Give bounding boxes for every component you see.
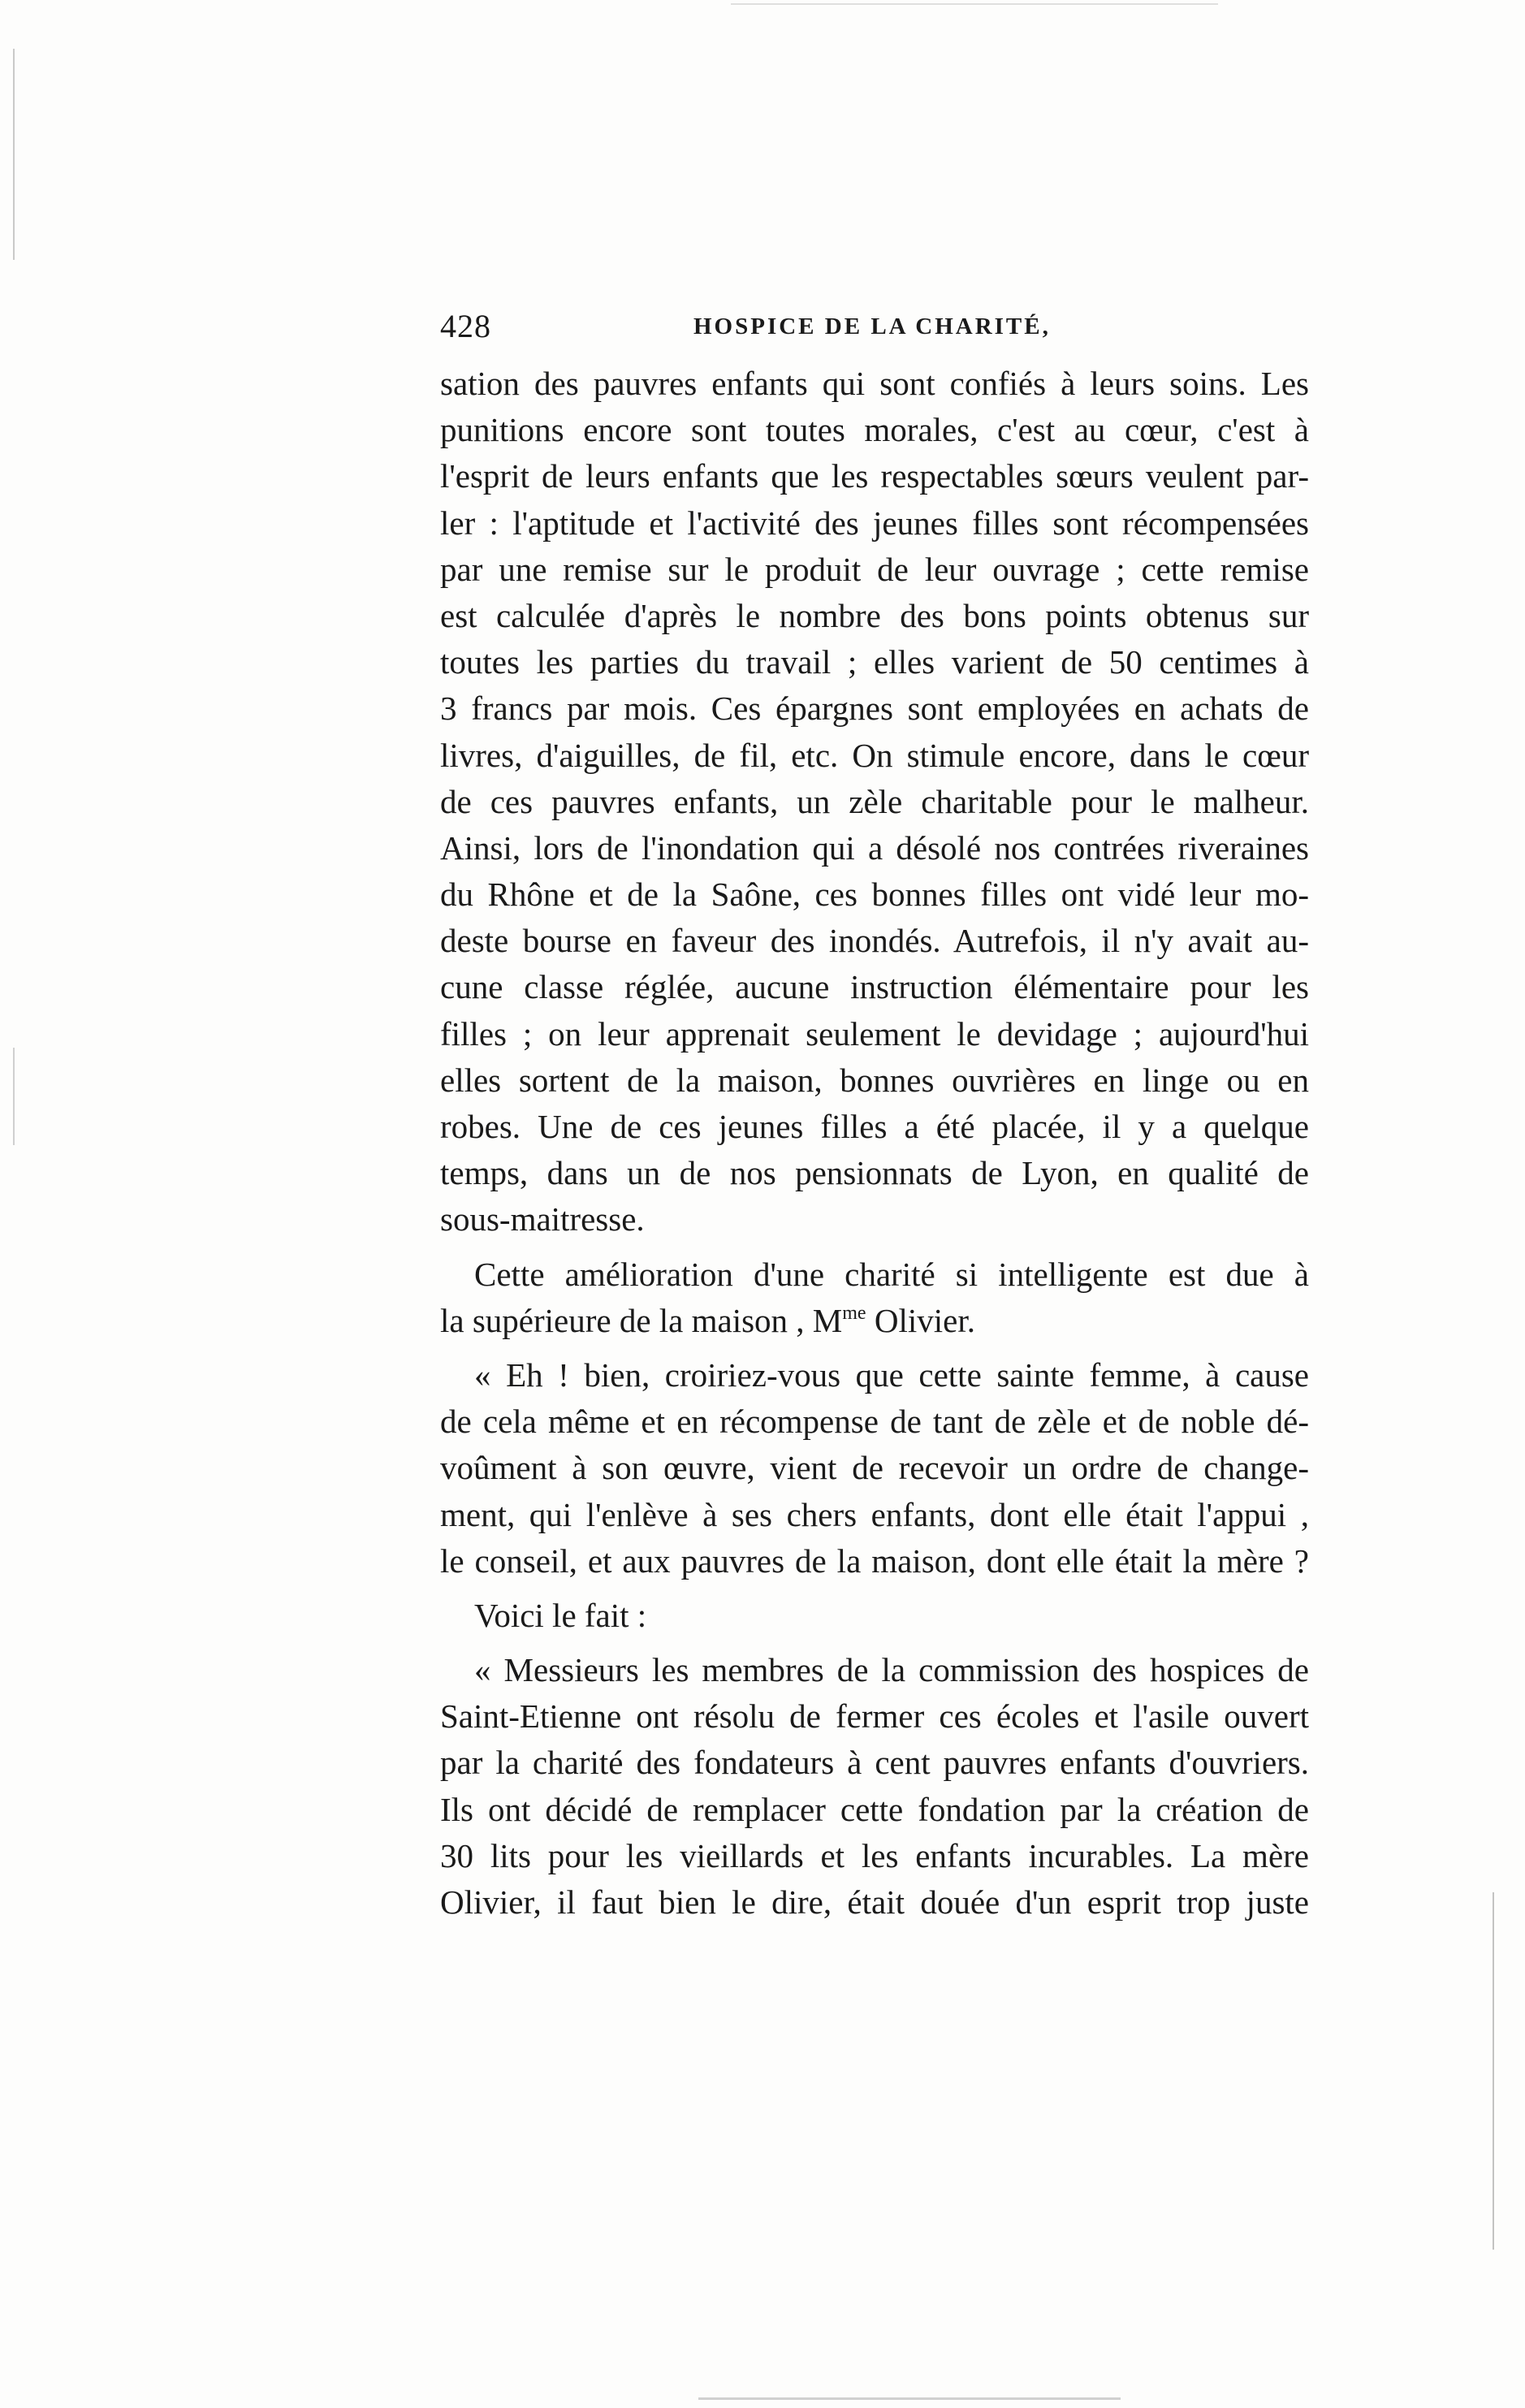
text-line: 30 lits pour les vieillards et les enfants incurables. La mère — [440, 1836, 1309, 1874]
text-line: Olivier, il faut bien le dire, était douée d'un esprit trop juste — [440, 1883, 1309, 1921]
text-fragment: la supérieure de la maison , M — [440, 1301, 843, 1339]
paragraph — [440, 1352, 1309, 1584]
text-line — [440, 1298, 1309, 1344]
text-line: deste bourse en faveur des inondés. Autrefois, il n'y avait au- — [440, 922, 1309, 960]
paragraph — [440, 1593, 1309, 1639]
text-line: l'esprit de leurs enfants que les respectables sœurs veulent par- — [440, 457, 1309, 495]
text-line: toutes les parties du travail ; elles varient de 50 centimes à — [440, 643, 1309, 681]
text-line: punitions encore sont toutes morales, c'est au cœur, c'est à — [440, 411, 1309, 449]
text-line: livres, d'aiguilles, de fil, etc. On stimule encore, dans le cœur — [440, 736, 1309, 774]
text-line: Saint-Etienne ont résolu de fermer ces écoles et l'asile ouvert — [440, 1697, 1309, 1736]
text-line: robes. Une de ces jeunes filles a été placée, il y a quelque — [440, 1108, 1309, 1145]
text-line: par la charité des fondateurs à cent pauvres enfants d'ouvriers. — [440, 1744, 1309, 1782]
text-line: filles ; on leur apprenait seulement le devidage ; aujourd'hui — [440, 1014, 1309, 1053]
text-line: ment, qui l'enlève à ses chers enfants, dont elle était l'appui , — [440, 1495, 1309, 1533]
paragraph — [440, 1647, 1309, 1926]
text-line: du Rhône et de la Saône, ces bonnes filles ont vidé leur mo- — [440, 875, 1309, 914]
page-number: 428 — [440, 308, 491, 344]
scan-edge-mark — [13, 49, 15, 260]
text-line: de ces pauvres enfants, un zèle charitable pour le malheur. — [440, 782, 1309, 820]
page-header — [440, 307, 1309, 356]
scan-edge-mark — [1493, 1892, 1494, 2250]
text-line: Ils ont décidé de remplacer cette fondation par la création de — [440, 1790, 1309, 1828]
text-line: par une remise sur le produit de leur ouvrage ; cette remise — [440, 550, 1309, 588]
paragraph — [440, 361, 1309, 1243]
text-line: cune classe réglée, aucune instruction élémentaire pour les — [440, 968, 1309, 1006]
text-line: Ainsi, lors de l'inondation qui a désolé nos contrées riveraines — [440, 828, 1309, 867]
text-line: sation des pauvres enfants qui sont confiés à leurs soins. Les — [440, 365, 1309, 402]
text-line: « Messieurs les membres de la commission des hospices de — [474, 1651, 1309, 1689]
text-line: temps, dans un de nos pensionnats de Lyon, en qualité de — [440, 1154, 1309, 1192]
body-text — [440, 361, 1309, 1934]
text-fragment: Olivier. — [866, 1301, 975, 1339]
text-line: 3 francs par mois. Ces épargnes sont employées en achats de — [440, 690, 1309, 728]
text-line: est calculée d'après le nombre des bons points obtenus sur — [440, 596, 1309, 634]
text-line: sous-maitresse. — [440, 1200, 645, 1239]
text-line: voûment à son œuvre, vient de recevoir un ordre de change- — [440, 1449, 1309, 1487]
text-line: elles sortent de la maison, bonnes ouvrières en linge ou en — [440, 1061, 1309, 1099]
text-line: de cela même et en récompense de tant de zèle et de noble dé- — [440, 1403, 1309, 1441]
scan-edge-mark — [731, 3, 1218, 5]
text-line: Cette amélioration d'une charité si intelligente est due à — [474, 1255, 1309, 1293]
scan-edge-mark — [13, 1048, 15, 1145]
scan-edge-mark — [698, 2397, 1121, 2400]
text-line: « Eh ! bien, croiriez-vous que cette sainte femme, à cause — [474, 1355, 1309, 1394]
superscript: me — [842, 1302, 866, 1324]
text-line: le conseil, et aux pauvres de la maison, dont elle était la mère ? — [440, 1541, 1309, 1580]
text-line: Voici le fait : — [474, 1596, 647, 1634]
paragraph — [440, 1252, 1309, 1344]
text-line: ler : l'aptitude et l'activité des jeunes filles sont récompensées — [440, 504, 1309, 542]
running-head: HOSPICE DE LA CHARITÉ, — [693, 313, 1051, 339]
